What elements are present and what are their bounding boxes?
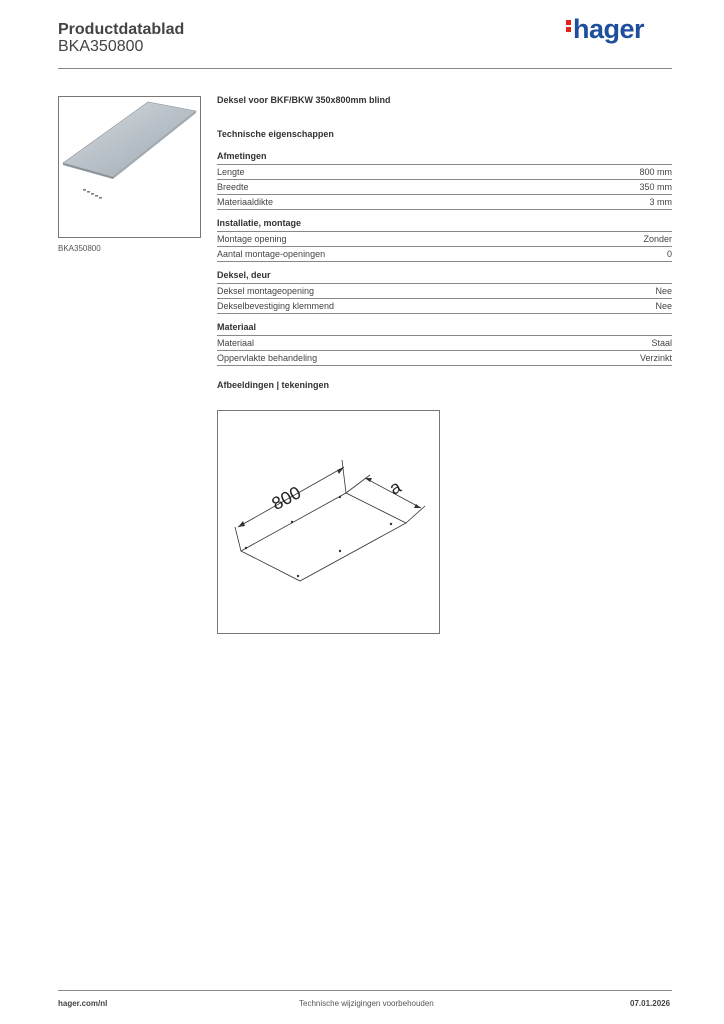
technical-drawing	[217, 410, 440, 634]
spec-row	[217, 165, 672, 180]
spec-row	[217, 284, 672, 299]
spec-row	[217, 336, 672, 351]
spec-group	[217, 322, 672, 366]
spec-value: 3 mm	[649, 197, 672, 207]
spec-group	[217, 151, 672, 210]
spec-groups	[217, 151, 672, 366]
spec-label: Oppervlakte behandeling	[217, 353, 318, 363]
spec-label: Lengte	[217, 167, 245, 177]
spec-row	[217, 351, 672, 366]
product-description: Deksel voor BKF/BKW 350x800mm blind	[217, 95, 391, 105]
spec-value: Zonder	[643, 234, 672, 244]
spec-label: Materiaaldikte	[217, 197, 274, 207]
spec-value: Staal	[651, 338, 672, 348]
spec-value: 350 mm	[639, 182, 672, 192]
spec-row	[217, 299, 672, 314]
header-divider	[58, 68, 672, 69]
spec-value: Nee	[655, 301, 672, 311]
spec-row	[217, 232, 672, 247]
spec-label: Materiaal	[217, 338, 255, 348]
footer-date: 07.01.2026	[630, 999, 671, 1008]
article-number: BKA350800	[58, 38, 144, 55]
spec-group-title: Materiaal	[217, 322, 672, 336]
spec-label: Deksel montageopening	[217, 286, 315, 296]
tech-properties-heading: Technische eigenschappen	[217, 129, 334, 139]
photo-caption: BKA350800	[58, 244, 101, 253]
spec-group-title: Deksel, deur	[217, 270, 672, 284]
footer-website-link[interactable]: hager.com/nl	[58, 999, 108, 1008]
figures-heading: Afbeeldingen | tekeningen	[217, 380, 330, 390]
spec-group	[217, 218, 672, 262]
logo-text: hager	[573, 14, 645, 44]
spec-row	[217, 247, 672, 262]
product-photo	[58, 96, 201, 238]
footer-divider	[58, 990, 672, 991]
spec-value: 0	[666, 249, 672, 259]
dimension-width-label: a	[386, 476, 405, 499]
hager-logo	[566, 14, 644, 45]
dimension-length-label: 800	[268, 482, 305, 515]
spec-group-title: Afmetingen	[217, 151, 672, 165]
spec-value: Verzinkt	[639, 353, 672, 363]
footer-disclaimer: Technische wijzigingen voorbehouden	[299, 999, 434, 1008]
spec-group-title: Installatie, montage	[217, 218, 672, 232]
spec-content	[217, 95, 672, 394]
spec-value: 800 mm	[639, 167, 672, 177]
spec-label: Dekselbevestiging klemmend	[217, 301, 335, 311]
page-title: Productdatablad	[58, 21, 185, 38]
spec-row	[217, 195, 672, 210]
spec-label: Breedte	[217, 182, 249, 192]
spec-value: Nee	[655, 286, 672, 296]
spec-label: Aantal montage-openingen	[217, 249, 326, 259]
logo-dots-icon	[566, 18, 572, 34]
spec-group	[217, 270, 672, 314]
spec-label: Montage opening	[217, 234, 287, 244]
spec-row	[217, 180, 672, 195]
